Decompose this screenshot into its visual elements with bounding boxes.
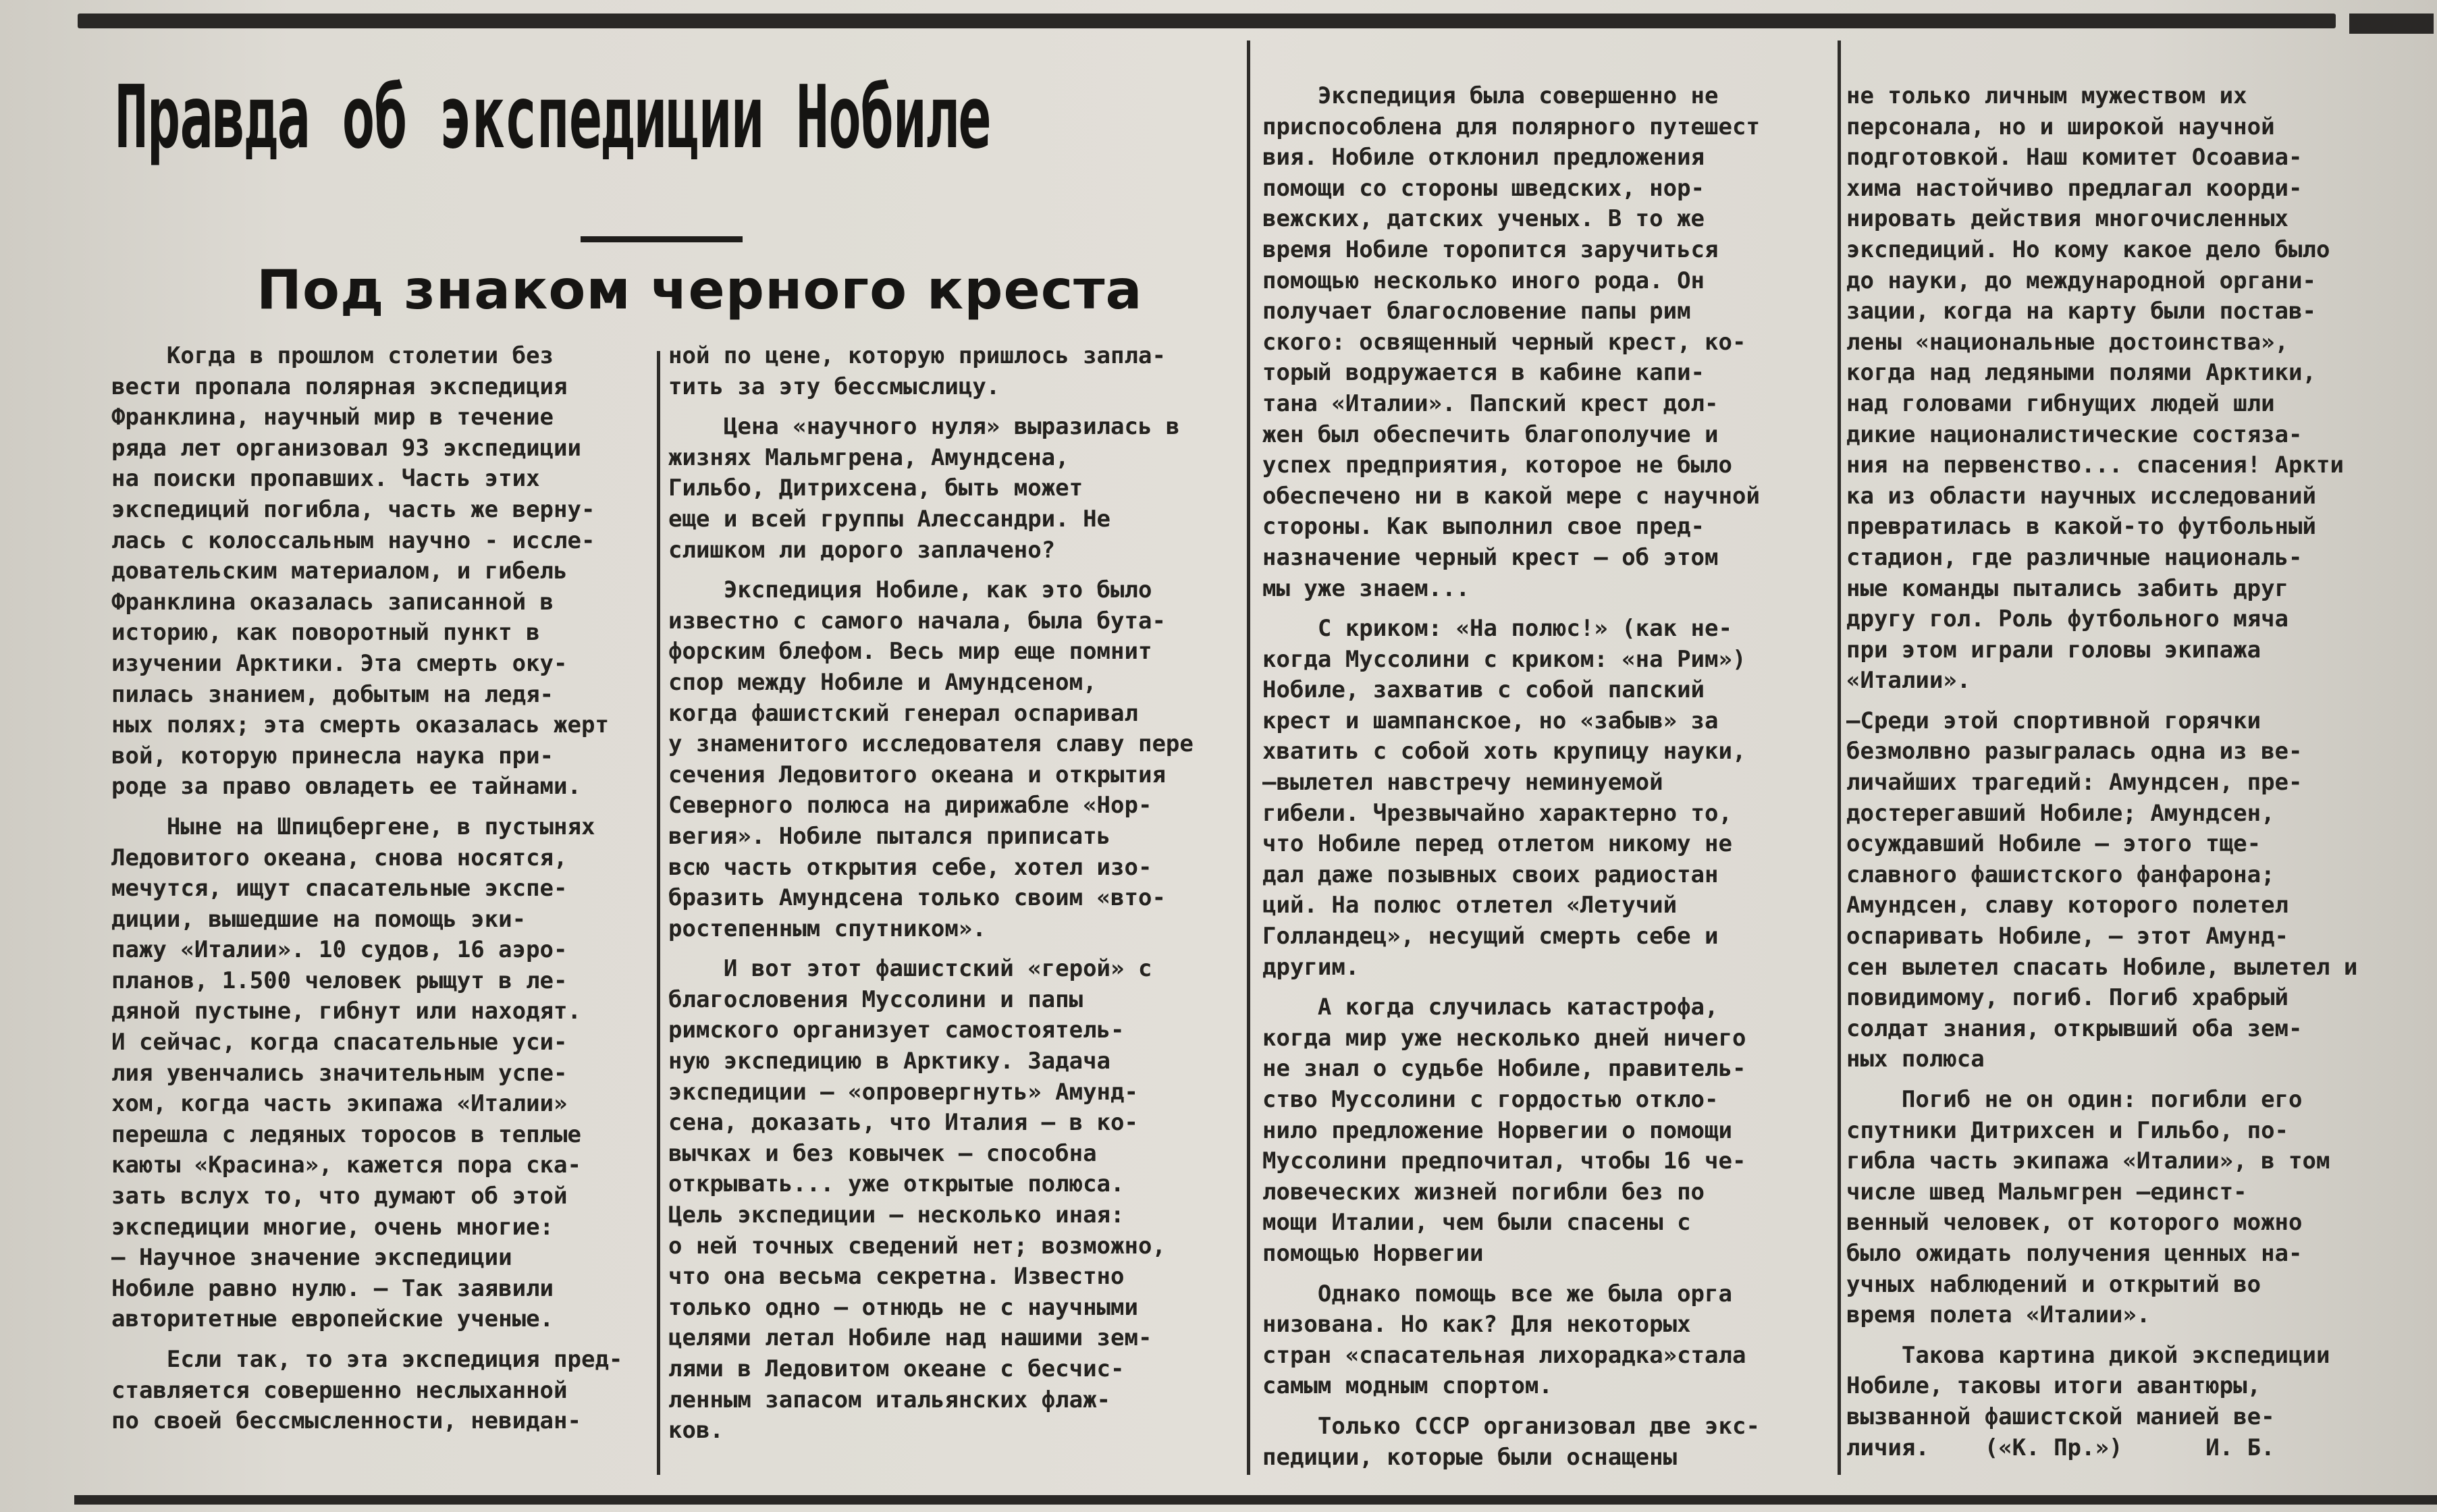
- article-paragraph: С криком: «На полюс!» (как не- когда Муссолини с криком: «на Рим») Нобиле, захватив с собой папский крест и шампанское, но «забыв» за хватить с собой хоть крупицу науки, —вылетел навстречу неминуемой гибели. Чрезвычайно характерно то, что Нобиле перед отлетом никому не дал даже позывных своих радиостан ций. На полюс отлетел «Летучий Голландец», несущий смерть себе и другим.: [1262, 615, 1746, 981]
- source-and-signature: [1929, 1434, 2275, 1461]
- headline-rule: [581, 236, 743, 242]
- article-paragraph: Экспедиция Нобиле, как это было известно с самого начала, была бута- форским блефом. Весь мир еще помнит спор между Нобиле и Амундсеном, когда фашистский генерал оспаривал у знаменитого исследователя славу пере сечения Ледовитого океана и открытия Северного полюса на дирижабле «Нор- вегия». Нобиле пытался приписать всю часть открытия себе, хотел изо- бразить Амундсена только своим «вто- ростепенным спутником».: [668, 576, 1194, 942]
- top-rule: [78, 14, 2336, 28]
- article-paragraph: Когда в прошлом столетии без вести пропала полярная экспедиция Франклина, научный мир в течение ряда лет организовал 93 экспедиции на поиски пропавших. Часть этих экспедиций погибла, часть же верну- лась с колоссальным научно - иссле- довательским материалом, и гибель Франклина оказалась записанной в историю, как поворотный пункт в изучении Арктики. Эта смерть оку- пилась знанием, добытым на ледя- ных полях; эта смерть оказалась жерт вой, которую принесла наука при- роде за право овладеть ее тайнами.: [111, 342, 609, 801]
- bottom-rule: [74, 1495, 2437, 1505]
- article-paragraph: не только личным мужеством их персонала, но и широкой научной подготовкой. Наш комитет Осоавиа- хима настойчиво предлагал коорди- нировать действия многочисленных экспедиций. Но кому какое дело было до науки, до международной органи- зации, когда на карту были постав- лены «национальные достоинства», когда над ледяными полями Арктики, над головами гибнущих людей шли дикие националистические состяза- ния на первенство... спасения! Аркти ка из области научных исследований превратилась в какой-то футбольный стадион, где различные националь- ные команды пытались забить друг другу гол. Роль футбольного мяча при этом играли головы экипажа «Италии».: [1846, 82, 2344, 695]
- article-paragraph: Такова картина дикой экспедиции Нобиле, таковы итоги авантюры, вызванной фашистской манией ве- личия. («К. Пр.») И. Б.: [1846, 1341, 2330, 1461]
- article-column-3: [1262, 81, 1843, 1473]
- article-column-4: [1846, 81, 2427, 1463]
- subheadline: Под знаком черного креста: [257, 259, 1143, 321]
- article-paragraph: Погиб не он один: погибли его спутники Дитрихсен и Гильбо, по- гибла часть экипажа «Италии», в том числе швед Мальмгрен —единст- венный человек, от которого можно было ожидать получения ценных на- учных наблюдений и открытий во время полета «Италии».: [1846, 1086, 2330, 1329]
- article-paragraph: Экспедиция была совершенно не приспособлена для полярного путешест вия. Нобиле отклонил предложения помощи со стороны шведских, нор- вежских, датских ученых. В то же время Нобиле торопится заручиться помощью несколько иного рода. Он получает благословение папы рим ского: освященный черный крест, ко- торый водружается в кабине капи- тана «Италии». Папский крест дол- жен был обеспечить благополучие и успех предприятия, которое не было обеспечено ни в какой мере с научной стороны. Как выполнил свое пред- назначение черный крест — об этом мы уже знаем...: [1262, 82, 1760, 602]
- article-column-2: [668, 341, 1242, 1447]
- author-signature: И. Б.: [2205, 1434, 2275, 1461]
- article-paragraph: Ныне на Шпицбергене, в пустынях Ледовитого океана, снова носятся, мечутся, ищут спасательные экспе- диции, вышедшие на помощь эки- пажу «Италии». 10 судов, 16 аэро- планов, 1.500 человек рыщут в ле- дяной пустыне, гибнут или находят. И сейчас, когда спасательные уси- лия увенчались значительным успе- хом, когда часть экипажа «Италии» перешла с ледяных торосов в теплые каюты «Красина», кажется пора ска- зать вслух то, что думают об этой экспедиции многие, очень многие: — Научное значение экспедиции Нобиле равно нулю. — Так заявили авторитетные европейские ученые.: [111, 813, 595, 1333]
- headline: Правда об экспедиции Нобиле: [115, 68, 991, 168]
- article-paragraph: Однако помощь все же была орга низована. Но как? Для некоторых стран «спасательная лихорадка»стала самым модным спортом.: [1262, 1280, 1746, 1400]
- article-column-1: [111, 341, 645, 1437]
- article-paragraph: Цена «научного нуля» выразилась в жизнях Мальмгрена, Амундсена, Гильбо, Дитрихсена, быть может еще и всей группы Алессандри. Не слишком ли дорого заплачено?: [668, 413, 1180, 564]
- article-paragraph: Если так, то эта экспедиция пред- ставляется совершенно неслыханной по своей бессмысленности, невидан-: [111, 1346, 623, 1435]
- article-paragraph: ной по цене, которую пришлось запла- тить за эту бессмыслицу.: [668, 342, 1166, 400]
- column-divider-1: [657, 351, 660, 1475]
- source-note: («К. Пр.»): [1984, 1434, 2123, 1461]
- article-paragraph: Только СССР организовал две экс- педиции, которые были оснащены: [1262, 1412, 1760, 1471]
- article-paragraph: И вот этот фашистский «герой» с благословения Муссолини и папы римского организует самостоятель- ную экспедицию в Арктику. Задача экспедиции — «опровергнуть» Амунд- сена, доказать, что Италия — в ко- вычках и без ковычек — способна открывать... уже открытые полюса. Цель экспедиции — несколько иная: о ней точных сведений нет; возможно, что она весьма секретна. Известно только одно — отнюдь не с научными целями летал Нобиле над нашими зем- лями в Ледовитом океане с бесчис- ленным запасом итальянских флаж- ков.: [668, 955, 1166, 1444]
- column-divider-2: [1247, 40, 1250, 1475]
- article-paragraph: —Среди этой спортивной горячки безмолвно разыгралась одна из ве- личайших трагедий: Амундсен, пре- достерегавший Нобиле; Амундсен, осуждавший Нобиле — этого тще- славного фашистского фанфарона; Амундсен, славу которого полетел оспаривать Нобиле, — этот Амунд- сен вылетел спасать Нобиле, вылетел и повидимому, погиб. Погиб храбрый солдат знания, открывший оба зем- ных полюса: [1846, 707, 2358, 1073]
- article-paragraph: А когда случилась катастрофа, когда мир уже несколько дней ничего не знал о судьбе Нобиле, правитель- ство Муссолини с гордостью откло- нило предложение Норвегии о помощи Муссолини предпочитал, чтобы 16 че- ловеческих жизней погибли без по мощи Италии, чем были спасены с помощью Норвегии: [1262, 994, 1746, 1267]
- top-rule-tab: [2349, 14, 2434, 34]
